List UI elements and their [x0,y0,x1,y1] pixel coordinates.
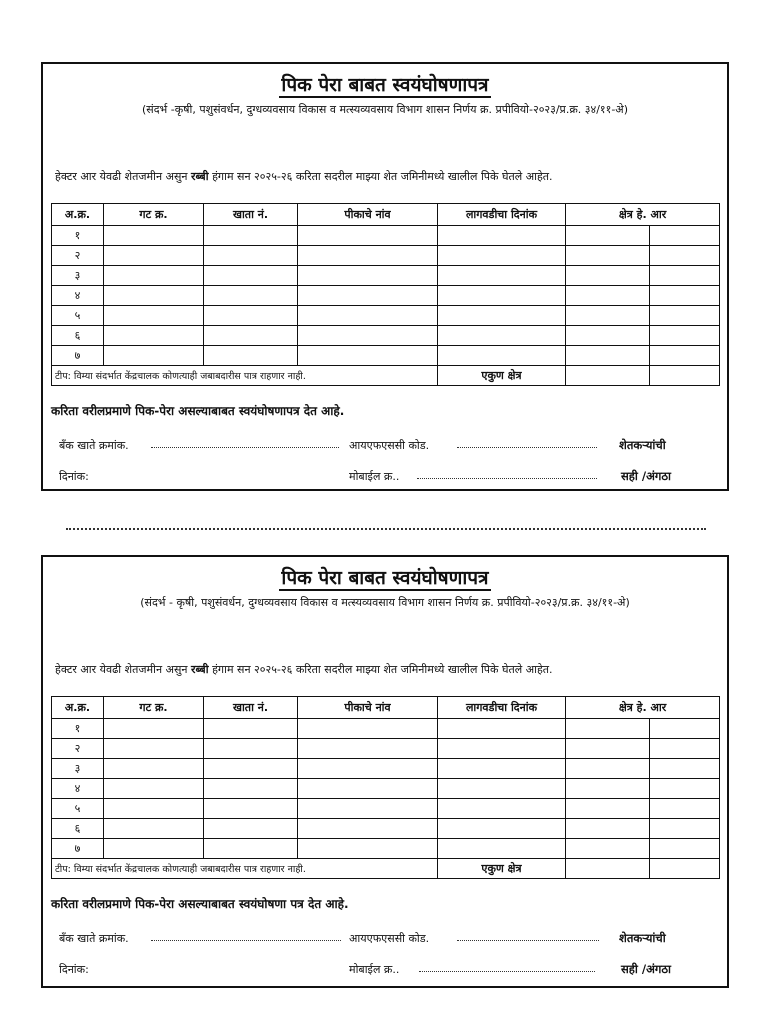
header-date: लागवडीचा दिनांक [438,697,566,719]
table-row: ४ [52,779,720,799]
header-serial: अ.क्र. [52,697,104,719]
table-row: ३ [52,266,720,286]
table-row: ५ [52,306,720,326]
table-note: टीप: विम्या संदर्भात केंद्रचालक कोणत्याही जबाबदारीस पात्र राहणार नाही. [52,859,438,879]
table-row: १ [52,226,720,246]
ifsc-field[interactable] [457,940,599,941]
header-date: लागवडीचा दिनांक [438,204,566,226]
table-header-row [52,204,720,226]
header-area: क्षेत्र हे. आर [566,697,720,719]
reference-line: (संदर्भ -कृषी, पशुसंवर्धन, दुग्धव्यवसाय विकास व मत्स्यव्यवसाय विभाग शासन निर्णय क्र. प्रपीवियो-२०२३/प्र.क्र. ३४/११-अे) [141,103,629,116]
total-area-are[interactable] [650,366,720,386]
bank-row [59,438,711,454]
hectare-line: हेक्टर आर येवढी शेतजमीन असुन रब्बी हंगाम सन २०२५-२६ करिता सदरील माझ्या शेत जमिनीमध्ये खालील पिके घेतले आहेत. [55,170,553,183]
declaration-text: करिता वरीलप्रमाणे पिक-पेरा असल्याबाबत स्वयंघोषणा पत्र देत आहे. [51,897,349,911]
total-area-hectare[interactable] [566,366,650,386]
crop-table [51,696,720,879]
date-row [59,469,711,485]
ifsc-label: आयएफएससी कोड. [349,439,430,452]
date-label: दिनांक: [59,470,89,483]
total-area-label: एकुण क्षेत्र [438,859,566,879]
mobile-field[interactable] [417,478,597,479]
header-khata: खाता नं. [204,697,298,719]
table-row: ६ [52,326,720,346]
table-row: २ [52,246,720,266]
table-row: ३ [52,759,720,779]
table-row: २ [52,739,720,759]
table-row: ६ [52,819,720,839]
header-khata: खाता नं. [204,204,298,226]
header-crop: पीकाचे नांव [298,697,438,719]
reference-line: (संदर्भ - कृषी, पशुसंवर्धन, दुग्धव्यवसाय विकास व मत्स्यव्यवसाय विभाग शासन निर्णय क्र. प्रपीवियो-२०२३/प्र.क्र. ३४/११-अे) [140,596,630,609]
header-area: क्षेत्र हे. आर [566,204,720,226]
total-area-label: एकुण क्षेत्र [438,366,566,386]
date-label: दिनांक: [59,963,89,976]
bank-row [59,931,711,947]
bank-label: बँक खाते क्रमांक. [59,932,129,945]
mobile-label: मोबाईल क्र.. [349,470,400,483]
table-header-row [52,697,720,719]
header-serial: अ.क्र. [52,204,104,226]
table-note: टीप: विम्या संदर्भात केंद्रचालक कोणत्याही जबाबदारीस पात्र राहणार नाही. [52,366,438,386]
declaration-text: करिता वरीलप्रमाणे पिक-पेरा असल्याबाबत स्वयंघोषणापत्र देत आहे. [51,404,345,418]
table-footer-row [52,859,720,879]
mobile-label: मोबाईल क्र.. [349,963,400,976]
form-title: पिक पेरा बाबत स्वयंघोषणापत्र [281,74,489,96]
ifsc-field[interactable] [457,447,597,448]
table-row: ७ [52,346,720,366]
bank-label: बँक खाते क्रमांक. [59,439,129,452]
table-row: ७ [52,839,720,859]
crop-table [51,203,720,386]
header-gat: गट क्र. [104,697,204,719]
declaration-form-2 [41,555,729,988]
total-area-hectare[interactable] [566,859,650,879]
header-crop: पीकाचे नांव [298,204,438,226]
total-area-are[interactable] [650,859,720,879]
signature-label: सही /अंगठा [621,962,671,976]
farmer-label: शेतकऱ्यांची [619,931,666,945]
hectare-line: हेक्टर आर येवढी शेतजमीन असुन रब्बी हंगाम सन २०२५-२६ करिता सदरील माझ्या शेत जमिनीमध्ये खालील पिके घेतले आहेत. [55,663,553,676]
declaration-form-1 [41,62,729,491]
form-title: पिक पेरा बाबत स्वयंघोषणापत्र [281,567,489,589]
table-row: ४ [52,286,720,306]
cut-line-divider [66,528,706,530]
date-row [59,962,711,978]
table-row: ५ [52,799,720,819]
mobile-field[interactable] [419,971,595,972]
bank-account-field[interactable] [151,447,339,448]
table-footer-row [52,366,720,386]
signature-label: सही /अंगठा [621,469,671,483]
table-row: १ [52,719,720,739]
farmer-label: शेतकऱ्यांची [619,438,666,452]
ifsc-label: आयएफएससी कोड. [349,932,430,945]
bank-account-field[interactable] [151,940,341,941]
header-gat: गट क्र. [104,204,204,226]
